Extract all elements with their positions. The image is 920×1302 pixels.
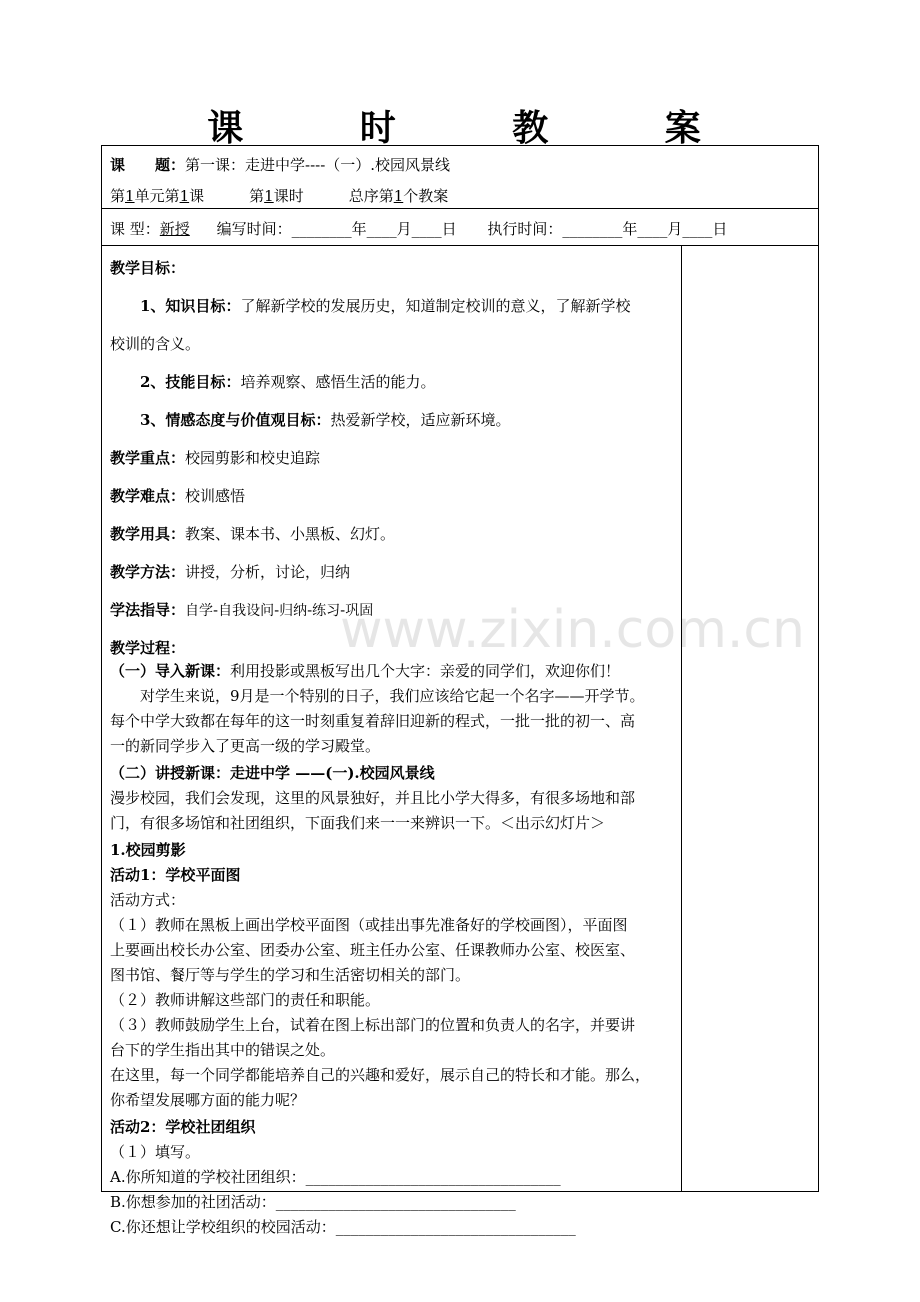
goal-1-text: 了解新学校的发展历史，知道制定校训的意义，了解新学校	[240, 297, 631, 315]
goal-3-label: 3、情感态度与价值观目标：	[140, 411, 331, 429]
type-label: 课 型：	[110, 220, 160, 238]
intro-para: 对学生来说，9月是一个特别的日子，我们应该给它起一个名字——开学节。	[110, 687, 645, 705]
unit-text: 个教案	[403, 187, 449, 205]
write-time: 编写时间：________年____月____日	[216, 220, 457, 238]
goal-3-text: 热爱新学校，适应新环境。	[330, 411, 511, 429]
intro-text: 利用投影或黑板写出几个大字：亲爱的同学们，欢迎你们！	[230, 662, 621, 680]
unit-row	[110, 185, 448, 206]
unit-text: 课 第	[189, 187, 265, 205]
activity-1-line: （１）教师在黑板上画出学校平面图（或挂出事先准备好的学校画图），平面图	[110, 916, 628, 934]
watermark: www.zixin.com.cn	[340, 600, 805, 660]
activity-2-blank-c: C.你还想让学校组织的校园活动：________________________________	[110, 1218, 576, 1236]
type-row	[110, 218, 727, 239]
unit-number: 1	[125, 187, 135, 205]
guide-text: 自学-自我设问-归纳-练习-巩固	[185, 603, 374, 619]
goals-label: 教学目标：	[110, 259, 186, 277]
intro-para: 每个中学大致都在每年的这一时刻重复着辞旧迎新的程式，一批一批的初一、高	[110, 712, 636, 730]
activity-2-line: （１）填写。	[110, 1143, 201, 1161]
intro-label: （一）导入新课：	[110, 662, 231, 680]
goal-2-label: 2、技能目标：	[140, 373, 241, 391]
activity-2-blank-b: B.你想参加的社团活动：________________________________	[110, 1193, 516, 1211]
activity-1-line: 上要画出校长办公室、团委办公室、班主任办公室、任课教师办公室、校医室、	[110, 941, 636, 959]
section-1-heading: 1.校园剪影	[110, 841, 186, 859]
activity-1-line: 图书馆、餐厅等与学生的学习和生活密切相关的部门。	[110, 966, 471, 984]
activity-2-blank-a: A.你所知道的学校社团组织：__________________________________	[110, 1168, 561, 1186]
total-number: 1	[393, 187, 404, 205]
content-cell	[110, 249, 675, 1237]
activity-1-mode: 活动方式：	[110, 891, 186, 909]
unit-text: 课时 总序第	[273, 187, 394, 205]
tools-label: 教学用具：	[110, 525, 186, 543]
new-para: 门，有很多场馆和社团组织，下面我们来一一来辨识一下。＜出示幻灯片＞	[110, 814, 606, 832]
intro-para: 一的新同学步入了更高一级的学习殿堂。	[110, 737, 381, 755]
topic-value: 第一课：走进中学----（一）.校园风景线	[185, 156, 451, 174]
tools-text: 教案、课本书、小黑板、幻灯。	[185, 525, 396, 543]
goal-1-label: 1、知识目标：	[140, 297, 241, 315]
lesson-number: 1	[179, 187, 190, 205]
topic-row	[110, 154, 450, 175]
focus-label: 教学重点：	[110, 449, 186, 467]
difficulty-text: 校训感悟	[185, 487, 246, 505]
methods-text: 讲授，分析，讨论，归纳	[185, 563, 351, 581]
activity-1-line: 台下的学生指出其中的错误之处。	[110, 1041, 336, 1059]
process-label: 教学过程：	[110, 639, 186, 657]
goal-1-cont: 校训的含义。	[110, 335, 201, 353]
lesson-plan-table	[101, 145, 819, 1236]
goal-2-text: 培养观察、感悟生活的能力。	[240, 373, 436, 391]
new-para: 漫步校园，我们会发现，这里的风景独好，并且比小学大得多，有很多场地和部	[110, 789, 636, 807]
difficulty-label: 教学难点：	[110, 487, 186, 505]
focus-text: 校园剪影和校史追踪	[185, 449, 321, 467]
guide-label: 学法指导：	[110, 601, 186, 619]
period-number: 1	[264, 187, 274, 205]
activity-1-heading: 活动1：学校平面图	[110, 866, 241, 884]
type-value: 新授	[159, 220, 190, 238]
activity-1-line: 在这里，每一个同学都能培养自己的兴趣和爱好，展示自己的特长和才能。那么，	[110, 1066, 651, 1084]
unit-text: 单元第	[134, 187, 180, 205]
activity-1-line: （３）教师鼓励学生上台，试着在图上标出部门的位置和负责人的名字，并要讲	[110, 1016, 636, 1034]
activity-1-line: （２）教师讲解这些部门的责任和职能。	[110, 991, 381, 1009]
methods-label: 教学方法：	[110, 563, 186, 581]
unit-text: 第	[110, 187, 126, 205]
exec-time: 执行时间：________年____月____日	[487, 220, 728, 238]
new-lesson-heading: （二）讲授新课：走进中学 ——(一).校园风景线	[110, 764, 435, 782]
topic-label: 课 题：	[110, 156, 186, 174]
page-title: 课 时 教 案	[207, 107, 753, 149]
activity-1-line: 你希望发展哪方面的能力呢？	[110, 1091, 306, 1109]
activity-2-heading: 活动2：学校社团组织	[110, 1118, 256, 1136]
